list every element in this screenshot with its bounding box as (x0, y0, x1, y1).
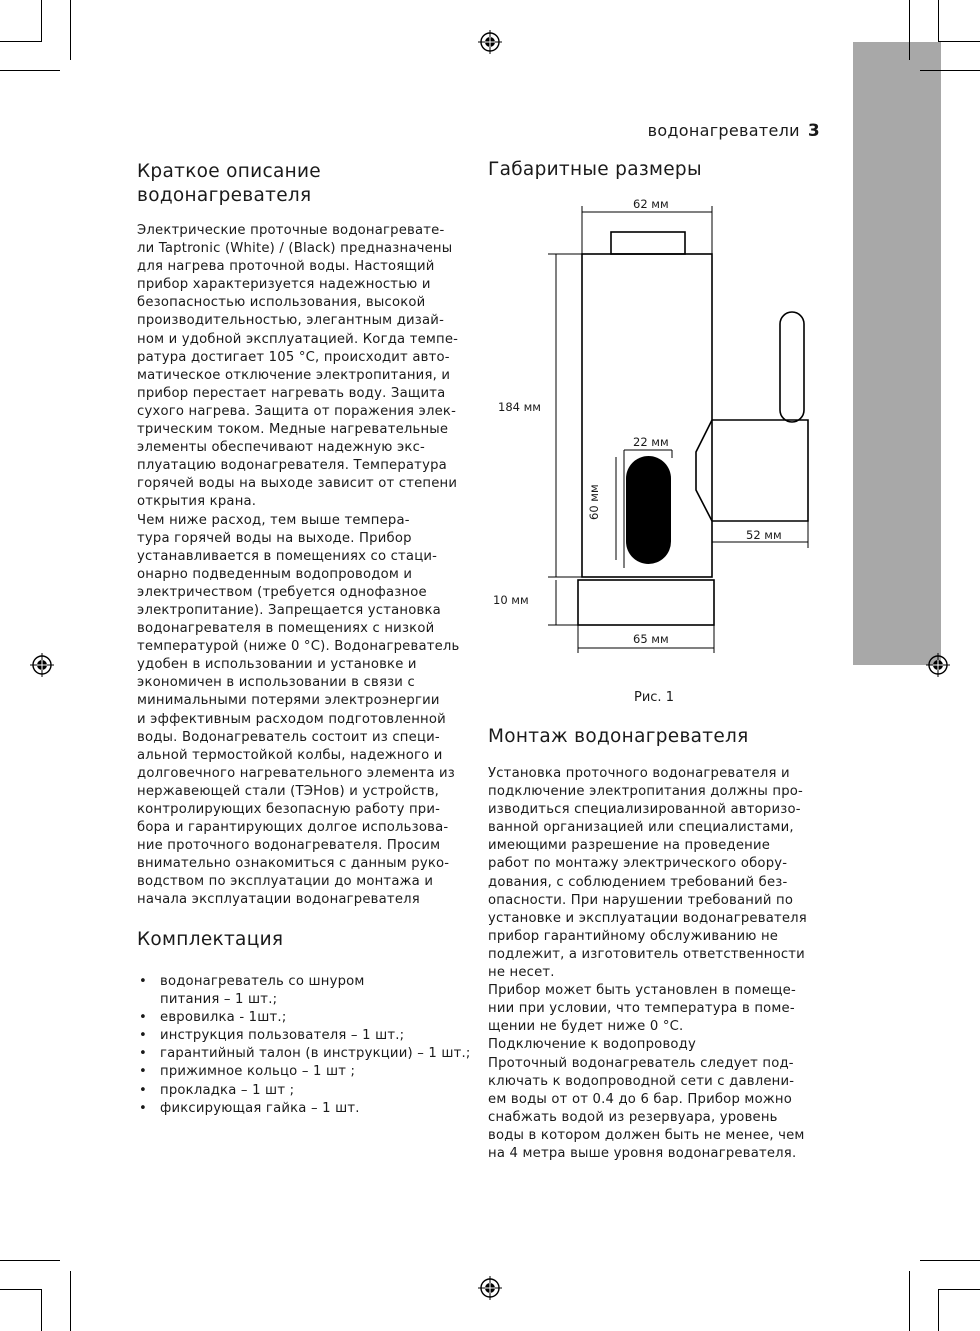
side-tab (853, 42, 941, 665)
list-item: • гарантийный талон (в инструкции) – 1 шт.; (137, 1045, 477, 1063)
registration-mark-bottom (478, 1276, 502, 1300)
install-text: Установка проточного водонагревателя и подключение электропитания должны про- изводиться специализированной авторизо- ванной организацией или специалистами, имеющими разрешение на проведение работ по монтажу электрического обору- дования, с соблюдением требований без- опасности. При нарушении требований по установке и эксплуатации водонагревателя прибор гарантийному обслуживанию не подлежит, а изготовитель ответственности не несет. Прибор может быть установлен в помеще- нии при условии, что температура в поме- щении не будет ниже 0 °С. Подключение к водопроводу Проточный водонагреватель следует под- ключать к водопроводной сети с давлени- ем воды от от 0.4 до 6 бар. Прибор можно снабжать водой из резервуара, уровень воды в котором должен быть не менее, чем на 4 метра выше уровня водонагревателя. (488, 766, 807, 1161)
top-cap (611, 232, 685, 254)
list-item: • прижимное кольцо – 1 шт ; (137, 1063, 477, 1081)
figure-caption: Рис. 1 (634, 690, 674, 705)
sight-window (626, 456, 671, 564)
header-section: водонагреватели (647, 121, 800, 140)
list-item: • инструкция пользователя – 1 шт.; (137, 1027, 477, 1045)
kit-list (137, 973, 477, 1118)
base (578, 580, 714, 625)
dim-label-base-height: 10 мм (493, 593, 529, 607)
description-text: Электрические проточные водонагревате- ли Taptronic (White) / (Black) предназначены для нагрева проточной воды. Настоящий прибор характеризуется надежностью и безопасностью использования, высокой производительностью, элегантным дизай- ном и удобной эксплуатацией. Когда темпе- ратура достигает 105 °С, происходит авто- матическое отключение электропитания, и прибор перестает нагревать воду. Защита сухого нагрева. Защита от поражения элек- трическим током. Медные нагревательные элементы обеспечивают надежную экс- плуатацию водонагревателя. Температура горячей воды на выходе зависит от степени открытия крана. Чем ниже расход, тем выше темпера- тура горячей воды на выходе. Прибор устанавливается в помещениях со стаци- онарно подведенным водопроводом и электричеством (требуется однофазное электропитание). Запрещается установка водонагревателя в помещениях с низкой температурой (ниже 0 °С). Водонагреватель удобен в использовании и установке и экономичен в использовании в связи с минимальными потерями электроэнергии и эффективным расходом подготовленной воды. Водонагреватель состоит из специ- альной термостойкой колбы, надежного и долговечного нагревательного элемента из нержавеющей стали (ТЭНов) и устройств, контролирующих безопасную работу при- бора и гарантирующих долгое использова- ние проточного водонагревателя. Просим внимательно ознакомиться с данным руко- водством по эксплуатации до монтажа и начала эксплуатации водонагревателя (137, 223, 460, 908)
dim-label-height: 184 мм (498, 400, 541, 414)
dim-label-window-height: 60 мм (587, 484, 601, 520)
dim-label-spout: 52 мм (746, 528, 782, 542)
registration-mark-right (926, 653, 950, 677)
description-title: Краткое описание водонагревателя (137, 161, 321, 206)
dim-label-window-width: 22 мм (633, 435, 669, 449)
registration-mark-left (30, 653, 54, 677)
list-item: • прокладка – 1 шт ; (137, 1082, 477, 1100)
dim-label-base-width: 65 мм (633, 632, 669, 646)
running-header (648, 121, 820, 141)
lever (780, 312, 804, 422)
install-title: Монтаж водонагревателя (488, 726, 749, 747)
page-number: 3 (807, 121, 820, 141)
list-item: • водонагреватель со шнуром питания – 1 шт.; (137, 973, 477, 1009)
dim-label-top-width: 62 мм (633, 197, 669, 211)
list-item: • евровилка - 1шт.; (137, 1009, 477, 1027)
registration-mark-top (478, 30, 502, 54)
dimensions-title: Габаритные размеры (488, 159, 702, 180)
list-item: • фиксирующая гайка – 1 шт. (137, 1100, 477, 1118)
dimensions-figure (480, 190, 825, 660)
kit-title: Комплектация (137, 929, 284, 950)
spout (712, 420, 808, 521)
